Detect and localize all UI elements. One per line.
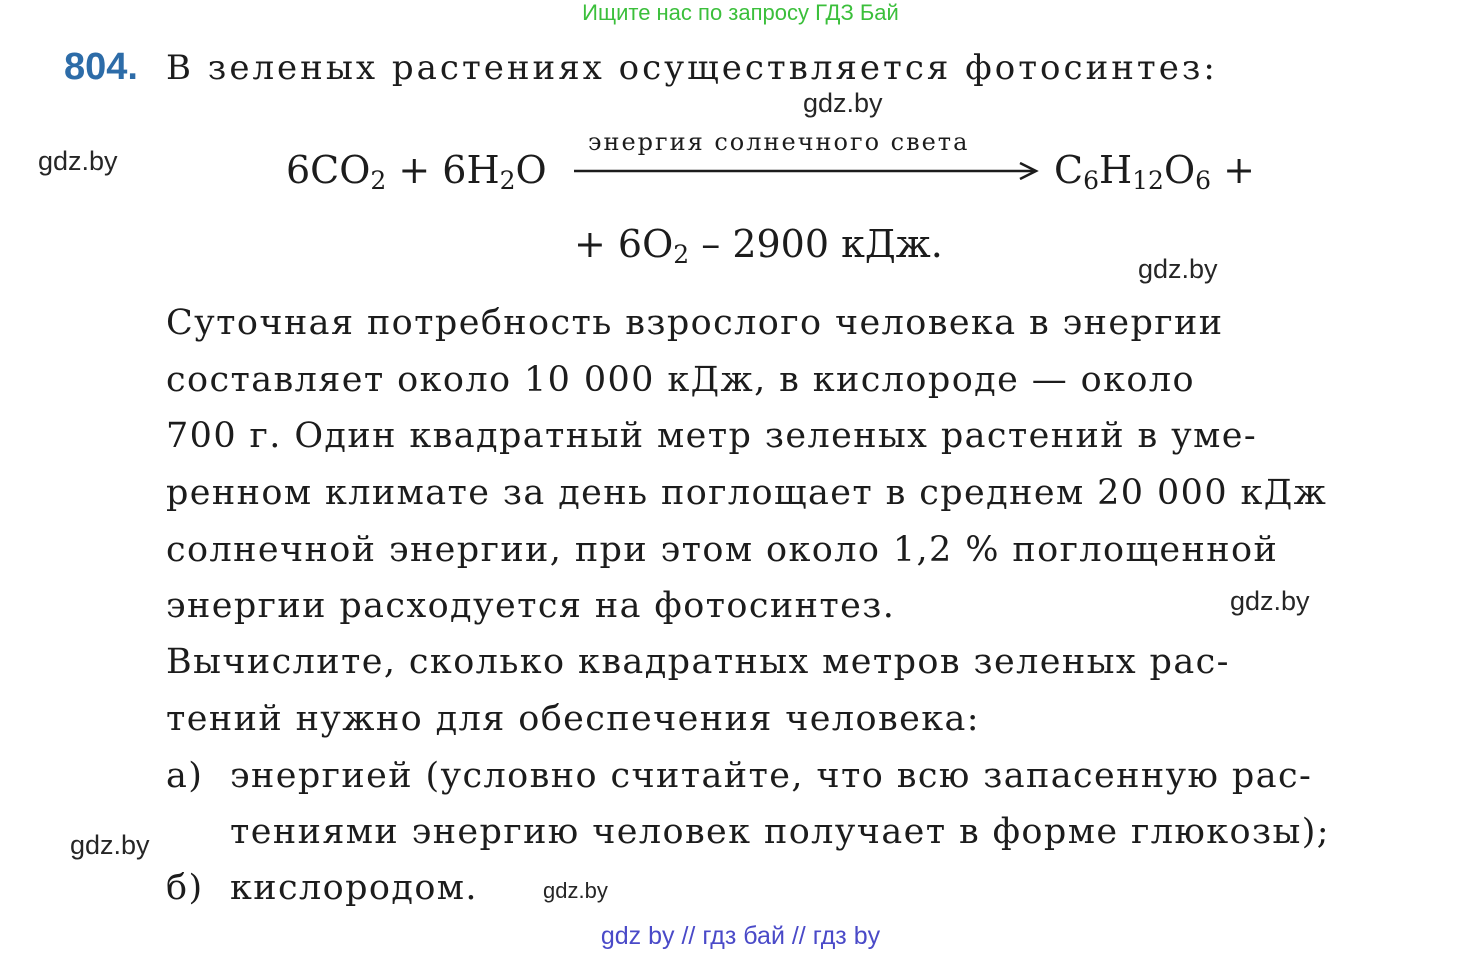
arrow-label: энергия солнечного света bbox=[588, 128, 970, 156]
equation-line2: + $6O_2 - 2900$ кДж. bbox=[574, 222, 943, 269]
footer-links[interactable]: gdz by // гдз бай // гдз by bbox=[600, 922, 881, 950]
watermark: gdz.by bbox=[543, 878, 608, 903]
item-b-line: кислородом. bbox=[230, 868, 478, 908]
paragraph-line: энергии расходуется на фотосинтез. bbox=[166, 586, 896, 626]
equation-rhs: $C_6H_{12}O_6$ + bbox=[1054, 148, 1255, 195]
item-marker-b: б) bbox=[166, 868, 204, 908]
problem-intro: В зеленых растениях осуществляется фотосинтез: bbox=[166, 48, 1218, 88]
watermark: gdz.by bbox=[1230, 586, 1310, 616]
watermark: gdz.by bbox=[70, 830, 150, 860]
watermark: gdz.by bbox=[1138, 254, 1218, 284]
paragraph-line: Суточная потребность взрослого человека в энергии bbox=[166, 303, 1224, 343]
paragraph-line: 700 г. Один квадратный метр зеленых растений в уме- bbox=[166, 416, 1258, 456]
equation-lhs: $6CO_2 + 6H_2O$ bbox=[286, 148, 547, 195]
paragraph-line: ренном климате за день поглощает в среднем 20 000 кДж bbox=[166, 473, 1328, 513]
item-marker-a: а) bbox=[166, 756, 204, 796]
paragraph-line: составляет около 10 000 кДж, в кислороде — около bbox=[166, 360, 1195, 400]
problem-number: 804. bbox=[64, 46, 138, 88]
search-banner[interactable]: Ищите нас по запросу ГДЗ Бай bbox=[582, 0, 899, 25]
reaction-arrow-icon bbox=[574, 162, 1040, 180]
question-line: тений нужно для обеспечения человека: bbox=[166, 699, 980, 739]
question-line: Вычислите, сколько квадратных метров зеленых рас- bbox=[166, 642, 1230, 682]
item-a-line: тениями энергию человек получает в форме глюкозы); bbox=[230, 812, 1330, 852]
item-a-line: энергией (условно считайте, что всю запасенную рас- bbox=[230, 756, 1313, 796]
paragraph-line: солнечной энергии, при этом около 1,2 % поглощенной bbox=[166, 530, 1279, 570]
watermark: gdz.by bbox=[38, 146, 118, 176]
watermark: gdz.by bbox=[803, 88, 883, 118]
